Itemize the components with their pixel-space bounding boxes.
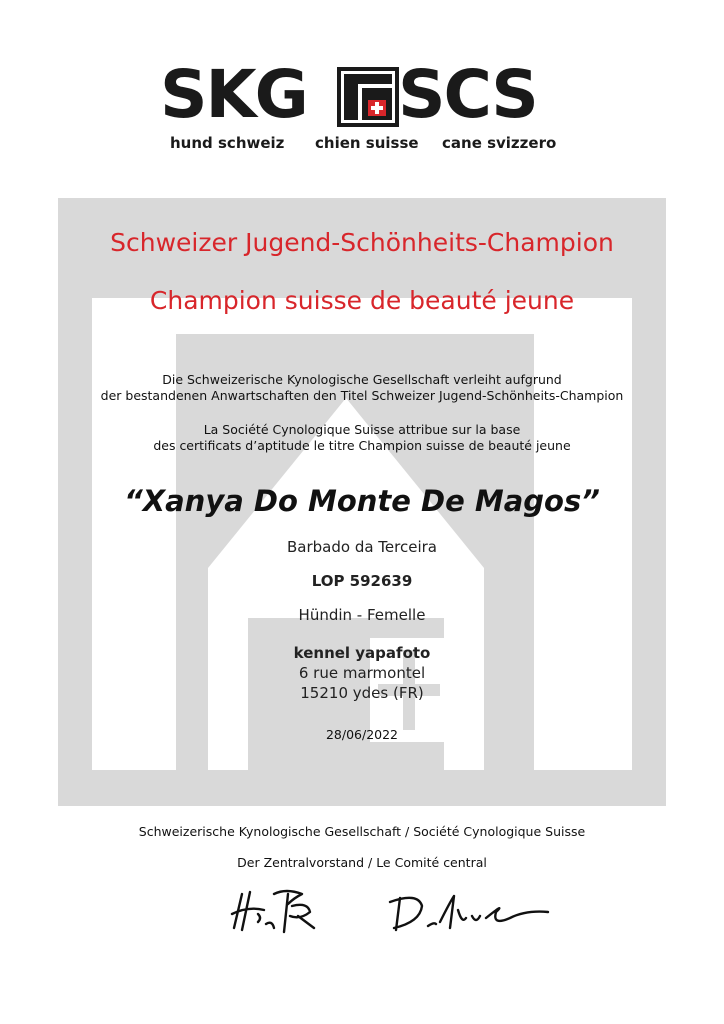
signature-right	[388, 888, 558, 936]
footer-organization: Schweizerische Kynologische Gesellschaft / Société Cynologique Suisse	[138, 824, 586, 839]
skg-scs-logo	[160, 56, 564, 154]
logo-scs-text: SCS	[398, 56, 537, 133]
description-fr-line2: des certificats d’aptitude le titre Champion suisse de beauté jeune	[153, 438, 571, 453]
dog-breed: Barbado da Terceira	[287, 538, 437, 556]
description-de-line2: der bestandenen Anwartschaften den Titel Schweizer Jugend-Schönheits-Champion	[100, 388, 624, 403]
award-date: 28/06/2022	[325, 727, 399, 742]
logo-tagline-it: cane svizzero	[442, 134, 557, 152]
owner-city: 15210 ydes (FR)	[300, 684, 424, 702]
footer-board: Der Zentralvorstand / Le Comité central	[237, 855, 487, 870]
logo-skg-text: SKG	[160, 56, 307, 133]
dog-registration-number: LOP 592639	[311, 572, 413, 590]
description-fr-line1: La Société Cynologique Suisse attribue sur la base	[203, 422, 521, 437]
dog-sex: Hündin - Femelle	[298, 606, 426, 624]
logo-tagline-fr: chien suisse	[315, 134, 419, 152]
signature-left	[228, 884, 328, 940]
title-german: Schweizer Jugend-Schönheits-Champion	[110, 228, 614, 257]
dog-name: “Xanya Do Monte De Magos”	[124, 484, 600, 518]
owner-kennel: kennel yapafoto	[293, 644, 431, 662]
description-de-line1: Die Schweizerische Kynologische Gesellschaft verleiht aufgrund	[162, 372, 562, 387]
owner-street: 6 rue marmontel	[298, 664, 426, 682]
title-french: Champion suisse de beauté jeune	[149, 286, 575, 315]
swiss-cross-kennel-icon	[337, 67, 399, 127]
logo-tagline-de: hund schweiz	[170, 134, 285, 152]
